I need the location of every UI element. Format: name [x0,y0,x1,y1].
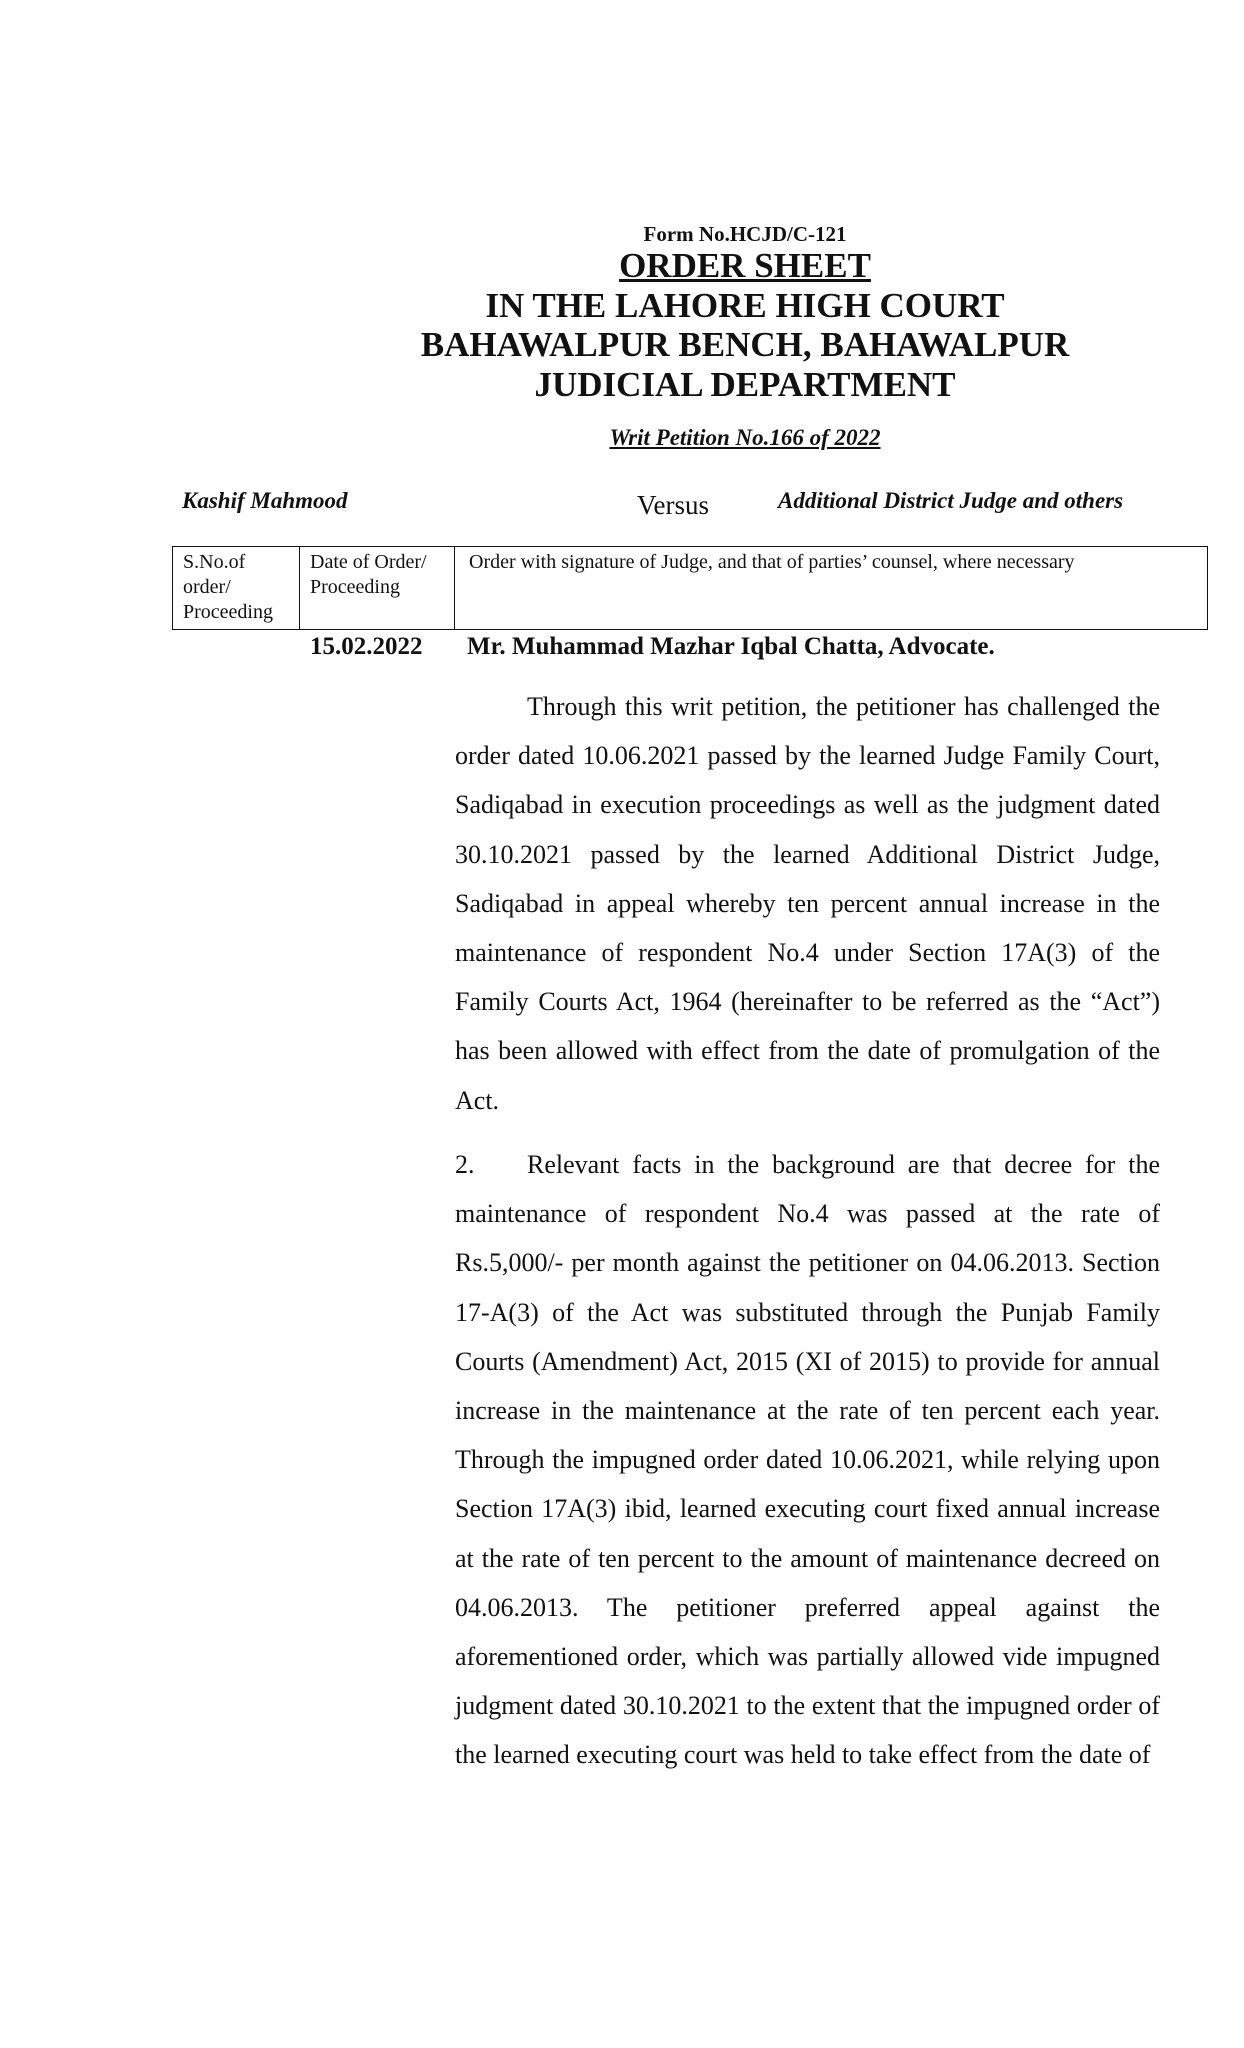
order-paragraph-2 [455,1140,1160,1780]
case-number: Writ Petition No.166 of 2022 [609,425,881,450]
counsel-name: Mr. Muhammad Mazhar Iqbal Chatta, Advocate. [467,633,995,660]
order-paragraph-1: Through this writ petition, the petitioner has challenged the order dated 10.06.2021 passed by the learned Judge Family Court, Sadiqabad in execution proceedings as well as the judgment dated 30.10.2021 passed by the learned Additional District Judge, Sadiqabad in appeal whereby ten percent annual increase in the maintenance of respondent No.4 under Section 17A(3) of the Family Courts Act, 1964 (hereinafter to be referred as the “Act”) has been allowed with effect from the date of promulgation of the Act. [455,692,1160,1115]
order-header: Order with signature of Judge, and that of parties’ counsel, where necessary [469,551,1075,573]
document-title: ORDER SHEET [619,246,871,285]
paragraph-2-text: Relevant facts in the background are that decree for the maintenance of respondent No.4 was passed at the rate of Rs.5,000/- per month against the petitioner on 04.06.2013. Section 17-A(3) of the Act was substituted through the Punjab Family Courts (Amendment) Act, 2015 (XI of 2015) to provide for annual increase in the maintenance at the rate of ten percent each year. Through the impugned order dated 10.06.2021, while relying upon Section 17A(3) ibid, learned executing court fixed annual increase at the rate of ten percent to the amount of maintenance decreed on 04.06.2013. The petitioner preferred appeal against the aforementioned order, which was partially allowed vide impugned judgment dated 30.10.2021 to the extent that the impugned order of the learned executing court was held to take effect from the date of [455,1150,1160,1770]
bench-name: BAHAWALPUR BENCH, BAHAWALPUR [420,325,1070,364]
versus-label: Versus [637,490,709,520]
department-name: JUDICIAL DEPARTMENT [534,365,956,404]
petitioner-name: Kashif Mahmood [182,488,348,513]
order-date: 15.02.2022 [310,633,423,660]
respondents-name: Additional District Judge and others [778,488,1124,513]
paragraph-number: 2. [455,1150,475,1179]
form-number: Form No.HCJD/C-121 [643,222,847,246]
date-header: Date of Order/ Proceeding [300,547,455,629]
serial-number-header: S.No.of order/ Proceeding [173,547,300,629]
court-name: IN THE LAHORE HIGH COURT [485,286,1005,325]
order-table-header [172,546,1208,630]
